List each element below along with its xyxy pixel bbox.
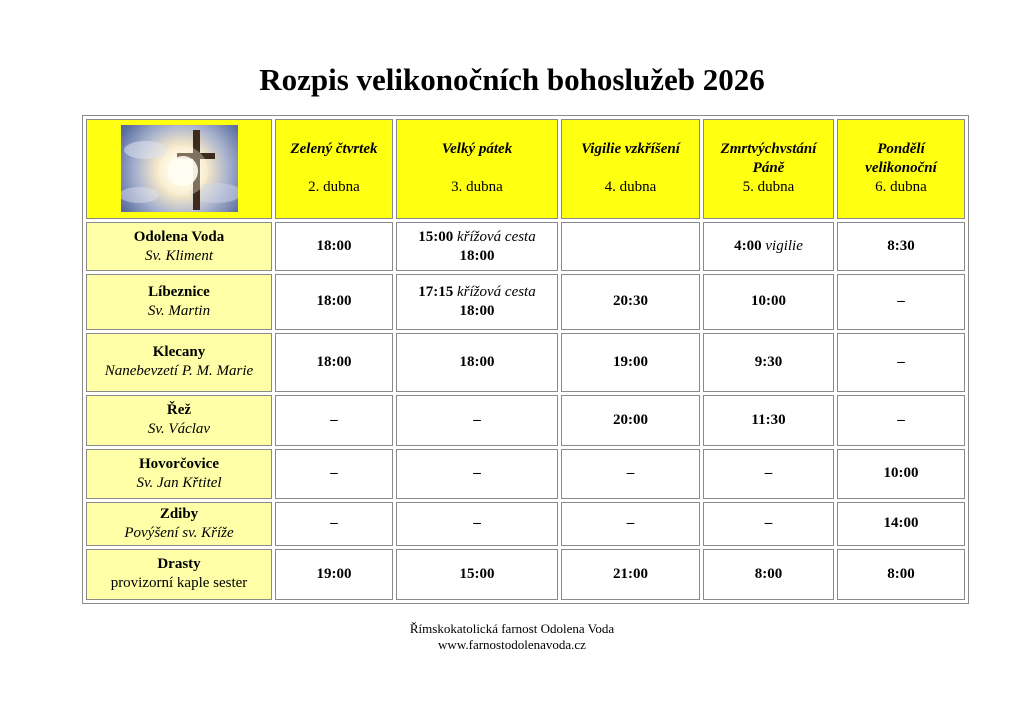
- time-note: křížová cesta: [457, 228, 536, 245]
- church-patron: Povýšení sv. Kříže: [124, 524, 234, 541]
- church-patron: provizorní kaple sester: [110, 575, 248, 592]
- location-cell: [86, 549, 272, 601]
- day-header: [275, 119, 393, 219]
- time-cell: 11:30: [703, 395, 834, 445]
- location-cell: [86, 395, 272, 445]
- time-cell: [703, 222, 834, 271]
- time-cell: 20:30: [561, 274, 700, 329]
- time-cell: 10:00: [703, 274, 834, 329]
- day-header: [703, 119, 834, 219]
- time-cell: 9:30: [703, 333, 834, 393]
- day-header: [837, 119, 965, 219]
- church-place: Odolena Voda: [133, 228, 225, 245]
- time-cell: 21:00: [561, 549, 700, 601]
- day-date: 4. dubna: [604, 179, 657, 195]
- day-header: [561, 119, 700, 219]
- time-cell: 8:30: [837, 222, 965, 271]
- church-patron: Nanebevzetí P. M. Marie: [104, 363, 254, 380]
- time-cell: [396, 274, 558, 329]
- location-cell: [86, 222, 272, 271]
- location-cell: [86, 502, 272, 545]
- time-cell: 18:00: [396, 333, 558, 393]
- church-patron: Sv. Kliment: [144, 247, 214, 264]
- table-row: [86, 502, 965, 545]
- church-place: Klecany: [152, 344, 206, 361]
- time-value: 15:00: [418, 228, 454, 245]
- table-row: [86, 274, 965, 329]
- time-cell: –: [703, 449, 834, 499]
- time-cell: –: [275, 449, 393, 499]
- table-row: [86, 333, 965, 393]
- page-title: Rozpis velikonočních bohoslužeb 2026: [259, 62, 765, 97]
- time-cell: [561, 222, 700, 271]
- time-cell: –: [396, 449, 558, 499]
- church-patron: Sv. Jan Křtitel: [136, 474, 222, 491]
- day-label: Pondělí velikonoční: [865, 141, 937, 176]
- time-cell: 19:00: [275, 549, 393, 601]
- time-cell: –: [703, 502, 834, 545]
- location-cell: [86, 449, 272, 499]
- time-cell: 20:00: [561, 395, 700, 445]
- time-value: 4:00: [734, 238, 762, 255]
- time-cell: 15:00: [396, 549, 558, 601]
- day-date: 2. dubna: [308, 179, 360, 195]
- table-row: [86, 395, 965, 445]
- time-cell: 8:00: [703, 549, 834, 601]
- time-cell: –: [396, 502, 558, 545]
- website-url[interactable]: www.farnostodolenavoda.cz: [438, 637, 586, 652]
- time-cell: –: [837, 395, 965, 445]
- footer: [0, 621, 1024, 653]
- parish-name: Římskokatolická farnost Odolena Voda: [409, 621, 615, 636]
- header-row: [86, 119, 965, 219]
- time-cell: –: [837, 333, 965, 393]
- church-patron: Sv. Václav: [147, 421, 211, 438]
- day-label: Vigilie vzkříšení: [581, 141, 680, 157]
- time-cell: –: [275, 502, 393, 545]
- day-header: [396, 119, 558, 219]
- time-cell: 19:00: [561, 333, 700, 393]
- table-row: [86, 549, 965, 601]
- time-note: vigilie: [765, 238, 803, 255]
- time-cell: –: [837, 274, 965, 329]
- church-place: Hovorčovice: [139, 455, 219, 472]
- time-cell: 10:00: [837, 449, 965, 499]
- time-cell: 14:00: [837, 502, 965, 545]
- time-value: 17:15: [418, 283, 454, 300]
- church-place: Drasty: [157, 556, 201, 573]
- day-date: 5. dubna: [742, 179, 795, 195]
- time-value: 18:00: [459, 302, 495, 319]
- time-cell: –: [275, 395, 393, 445]
- cross-icon: [121, 125, 238, 212]
- church-patron: Sv. Martin: [147, 302, 211, 319]
- church-place: Řež: [166, 402, 192, 419]
- day-label: Zelený čtvrtek: [290, 141, 378, 157]
- day-date: 6. dubna: [875, 179, 927, 195]
- time-cell: 18:00: [275, 333, 393, 393]
- time-note: křížová cesta: [457, 283, 536, 300]
- schedule-table: [82, 115, 969, 604]
- location-cell: [86, 333, 272, 393]
- location-cell: [86, 274, 272, 329]
- time-cell: 8:00: [837, 549, 965, 601]
- time-cell: 18:00: [275, 222, 393, 271]
- image-cell: [86, 119, 272, 219]
- church-place: Zdiby: [159, 505, 199, 522]
- cross-image: [121, 125, 238, 212]
- time-cell: –: [561, 449, 700, 499]
- time-value: 18:00: [459, 247, 495, 264]
- time-cell: –: [396, 395, 558, 445]
- day-date: 3. dubna: [451, 179, 503, 195]
- table-row: [86, 449, 965, 499]
- day-label: Velký pátek: [441, 141, 513, 157]
- time-cell: [396, 222, 558, 271]
- time-cell: 18:00: [275, 274, 393, 329]
- day-label: Zmrtvýchvstání Páně: [720, 141, 817, 176]
- church-place: Líbeznice: [148, 283, 210, 300]
- time-cell: –: [561, 502, 700, 545]
- table-row: [86, 222, 965, 271]
